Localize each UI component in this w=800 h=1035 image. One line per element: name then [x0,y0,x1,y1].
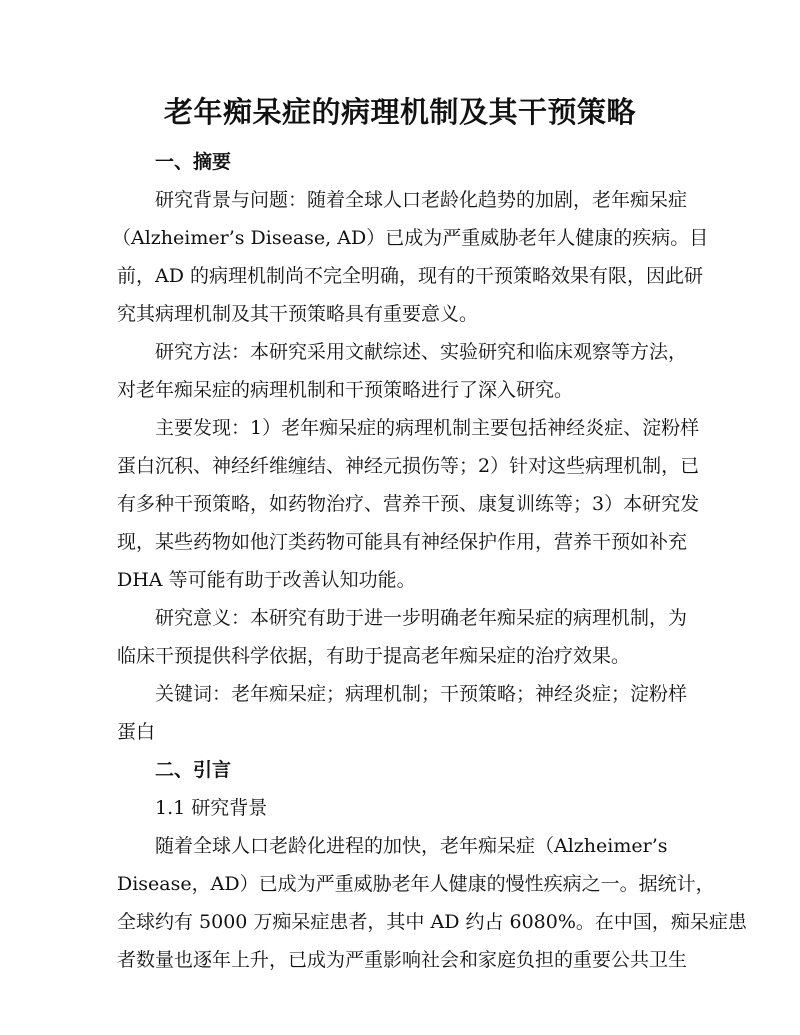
abstract-background-line: 究其病理机制及其干预策略具有重要意义。 [117,303,479,325]
abstract-methods-line: 对老年痴呆症的病理机制和干预策略进行了深入研究。 [117,379,574,401]
intro-paragraph-line: Disease，AD）已成为严重威胁老年人健康的慢性疾病之一。据统计， [117,873,715,895]
intro-paragraph-line: 者数量也逐年上升，已成为严重影响社会和家庭负担的重要公共卫生 [117,949,688,971]
abstract-keywords-line: 关键词：老年痴呆症；病理机制；干预策略；神经炎症；淀粉样 [155,683,688,705]
intro-paragraph-line: 全球约有 5000 万痴呆症患者，其中 AD 约占 6080%。在中国，痴呆症患 [117,911,747,933]
subsection-heading-background: 1.1 研究背景 [155,797,268,819]
abstract-keywords-line: 蛋白 [117,721,156,743]
abstract-methods-line: 研究方法：本研究采用文献综述、实验研究和临床观察等方法， [155,341,688,363]
section-heading-abstract: 一、摘要 [155,151,232,173]
abstract-background-line: 研究背景与问题：随着全球人口老龄化趋势的加剧，老年痴呆症 [155,189,688,211]
abstract-findings-line: 现，某些药物如他汀类药物可能具有神经保护作用，营养干预如补充 [117,531,688,553]
abstract-findings-line: 蛋白沉积、神经纤维缠结、神经元损伤等；2）针对这些病理机制，已 [117,455,700,477]
abstract-findings-line: 有多种干预策略，如药物治疗、营养干预、康复训练等；3）本研究发 [117,493,700,515]
abstract-findings-line: 主要发现：1）老年痴呆症的病理机制主要包括神经炎症、淀粉样 [155,417,700,439]
abstract-significance-line: 研究意义：本研究有助于进一步明确老年痴呆症的病理机制，为 [155,607,688,629]
abstract-background-line: （Alzheimer’s Disease, AD）已成为严重威胁老年人健康的疾病。目 [112,227,709,249]
section-heading-introduction: 二、引言 [155,759,232,781]
abstract-findings-line: DHA 等可能有助于改善认知功能。 [117,569,416,591]
abstract-significance-line: 临床干预提供科学依据，有助于提高老年痴呆症的治疗效果。 [117,645,631,667]
abstract-background-line: 前，AD 的病理机制尚不完全明确，现有的干预策略效果有限，因此研 [117,265,703,287]
document-title: 老年痴呆症的病理机制及其干预策略 [163,95,636,129]
intro-paragraph-line: 随着全球人口老龄化进程的加快，老年痴呆症（Alzheimer’s [155,835,668,857]
